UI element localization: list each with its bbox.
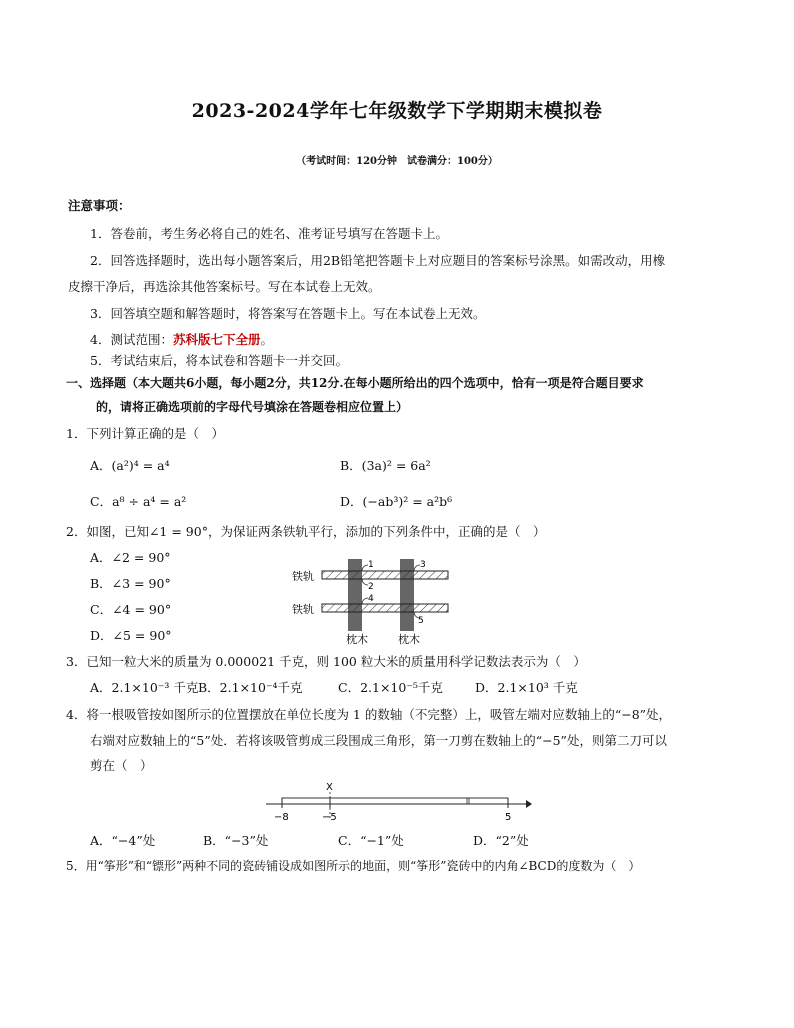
question-1-option-c: C．a⁸ ÷ a⁴ = a² bbox=[90, 494, 187, 509]
cut-mark: X bbox=[326, 782, 333, 793]
page-title: 2023-2024学年七年级数学下学期期末模拟卷 bbox=[191, 100, 603, 122]
rail-label-top: 铁轨 bbox=[292, 570, 314, 583]
notice-item-3: 3．回答填空题和解答题时，将答案写在答题卡上。写在本试卷上无效。 bbox=[90, 306, 486, 321]
sleeper-right bbox=[400, 559, 414, 631]
angle-label-5: 5 bbox=[418, 616, 424, 626]
question-1-stem: 1．下列计算正确的是（ ） bbox=[66, 426, 224, 441]
notice-item-4-suffix: 。 bbox=[260, 332, 273, 347]
question-4-stem-line-2: 右端对应数轴上的“5”处．若将该吸管剪成三段围成三角形，第一刀剪在数轴上的“−5”处，则第二刀可以 bbox=[90, 733, 667, 748]
notice-heading: 注意事项： bbox=[68, 198, 131, 213]
question-5-stem: 5．用“筝形”和“镖形”两种不同的瓷砖铺设成如图所示的地面，则“筝形”瓷砖中的内角∠BCD的度数为（ ） bbox=[66, 859, 641, 873]
rail-bottom bbox=[322, 604, 448, 612]
test-scope: 苏科版七下全册 bbox=[172, 332, 261, 347]
section-1-instructions-line-1: 一、选择题（本大题共6小题，每小题2分，共12分.在每小题所给出的四个选项中，恰有一项是符合题目要求 bbox=[66, 376, 644, 390]
notice-item-1: 1．答卷前，考生务必将自己的姓名、准考证号填写在答题卡上。 bbox=[90, 226, 448, 241]
axis-arrow bbox=[526, 800, 532, 808]
rail-label-bottom: 铁轨 bbox=[292, 603, 314, 616]
tick-label-5: 5 bbox=[505, 812, 512, 822]
number-line-figure bbox=[262, 778, 534, 822]
question-3-stem: 3．已知一粒大米的质量为 0.000021 千克，则 100 粒大米的质量用科学记数法表示为（ ） bbox=[66, 654, 586, 669]
question-4-option-b: B．“−3”处 bbox=[203, 833, 269, 848]
question-4-option-a: A．“−4”处 bbox=[90, 833, 156, 848]
notice-item-5: 5．考试结束后，将本试卷和答题卡一并交回。 bbox=[90, 353, 348, 368]
sleeper-label-right: 枕木 bbox=[398, 633, 420, 646]
question-1-option-a: A．(a²)⁴ = a⁴ bbox=[90, 458, 170, 473]
question-2-option-a: A．∠2 = 90° bbox=[90, 550, 171, 565]
question-3-option-c: C．2.1×10⁻⁵千克 bbox=[338, 680, 443, 695]
question-3-option-d: D．2.1×10³ 千克 bbox=[475, 680, 578, 695]
question-3-option-b: B．2.1×10⁻⁴千克 bbox=[198, 680, 303, 695]
question-2-stem: 2．如图，已知∠1 = 90°，为保证两条铁轨平行，添加的下列条件中，正确的是（ ） bbox=[66, 524, 546, 539]
angle-label-3: 3 bbox=[420, 560, 426, 570]
section-1-instructions-line-2: 的，请将正确选项前的字母代号填涂在答题卷相应位置上） bbox=[96, 400, 409, 414]
straw bbox=[282, 798, 508, 804]
question-4-stem-line-3: 剪在（ ） bbox=[90, 758, 153, 773]
question-2-option-b: B．∠3 = 90° bbox=[90, 576, 171, 591]
rail-top bbox=[322, 571, 448, 579]
tick-label-minus-5: −5 bbox=[322, 812, 337, 822]
notice-item-4 bbox=[90, 330, 273, 348]
railway-figure bbox=[290, 555, 460, 647]
question-3-option-a: A．2.1×10⁻³ 千克 bbox=[90, 680, 199, 695]
angle-label-2: 2 bbox=[368, 582, 374, 592]
question-4-stem-line-1: 4．将一根吸管按如图所示的位置摆放在单位长度为 1 的数轴（不完整）上，吸管左端对应数轴上的“−8”处， bbox=[66, 707, 672, 722]
question-4-option-d: D．“2”处 bbox=[473, 833, 529, 848]
question-4-option-c: C．“−1”处 bbox=[338, 833, 404, 848]
sleeper-label-left: 枕木 bbox=[346, 633, 368, 646]
question-1-option-b: B．(3a)² = 6a² bbox=[340, 458, 431, 473]
question-2-option-c: C．∠4 = 90° bbox=[90, 602, 172, 617]
notice-item-2-line-2: 皮擦干净后，再选涂其他答案标号。写在本试卷上无效。 bbox=[68, 279, 381, 294]
angle-label-4: 4 bbox=[368, 594, 374, 604]
angle-label-1: 1 bbox=[368, 560, 374, 570]
notice-item-2-line-1: 2．回答选择题时，选出每小题答案后，用2B铅笔把答题卡上对应题目的答案标号涂黑。如需改动，用橡 bbox=[90, 253, 666, 268]
question-1-option-d: D．(−ab³)² = a²b⁶ bbox=[340, 494, 453, 509]
page-subtitle: （考试时间：120分钟 试卷满分：100分） bbox=[296, 156, 498, 167]
sleeper-left bbox=[348, 559, 362, 631]
tick-label-minus-8: −8 bbox=[274, 812, 289, 822]
notice-item-4-prefix: 4．测试范围： bbox=[90, 332, 173, 347]
question-2-option-d: D．∠5 = 90° bbox=[90, 628, 172, 643]
